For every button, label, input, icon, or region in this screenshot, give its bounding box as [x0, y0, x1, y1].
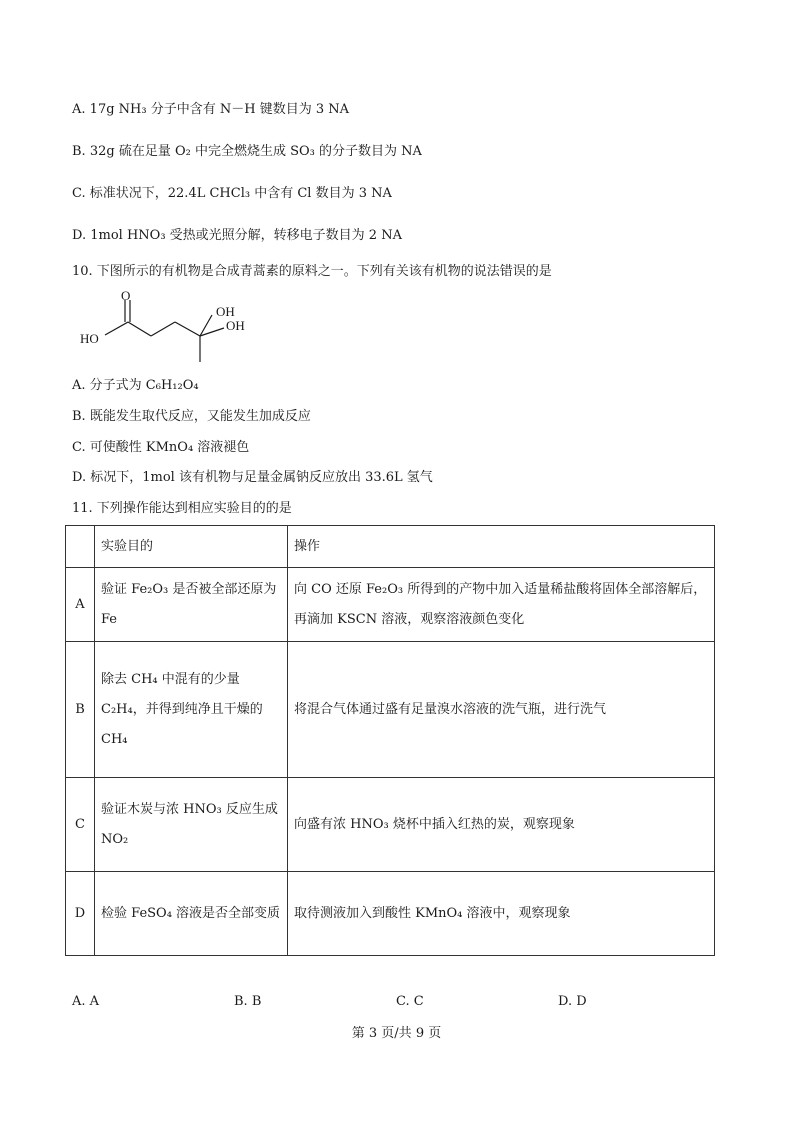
- q10-option-c-label: C.: [72, 440, 86, 455]
- table-header-blank: [66, 526, 95, 568]
- q9-option-a: [72, 100, 349, 120]
- table-row: [66, 642, 715, 778]
- row-op: 向盛有浓 HNO₃ 烧杯中插入红热的炭，观察现象: [288, 778, 715, 872]
- row-aim: 检验 FeSO₄ 溶液是否全部变质: [95, 872, 288, 956]
- row-label: C: [66, 778, 95, 872]
- row-aim: 验证 Fe₂O₃ 是否被全部还原为 Fe: [95, 568, 288, 642]
- q10-option-b-text: 既能发生取代反应，又能发生加成反应: [89, 409, 311, 424]
- q10-option-d: [72, 468, 433, 488]
- page-footer: 第 3 页/共 9 页: [351, 1026, 442, 1041]
- q11-answer-a[interactable]: A. A: [72, 994, 100, 1009]
- q10-option-a-label: A.: [72, 378, 86, 393]
- q9-option-c: [72, 184, 392, 204]
- row-aim: 除去 CH₄ 中混有的少量 C₂H₄，并得到纯净且干燥的 CH₄: [95, 642, 288, 778]
- q9-option-c-label: C.: [72, 186, 86, 201]
- row-op: 向 CO 还原 Fe₂O₃ 所得到的产物中加入适量稀盐酸将固体全部溶解后，再滴加 KSCN 溶液，观察溶液颜色变化: [288, 568, 715, 642]
- q10-option-d-text: 标况下，1mol 该有机物与足量金属钠反应放出 33.6L 氢气: [90, 470, 433, 485]
- hydroxyl-ho-label: HO: [80, 331, 99, 346]
- molecule-structure: [76, 288, 276, 370]
- table-row: [66, 778, 715, 872]
- q11-answer-c[interactable]: C. C: [396, 994, 424, 1009]
- q10-option-c: [72, 438, 249, 458]
- q11-answer-d[interactable]: D. D: [558, 994, 587, 1009]
- molecule-bonds: [105, 300, 224, 362]
- hydroxyl-oh-lower-label: OH: [226, 318, 245, 333]
- table-header-aim: 实验目的: [95, 526, 288, 568]
- q9-option-b-text: 32g 硫在足量 O₂ 中完全燃烧生成 SO₃ 的分子数目为 NA: [89, 144, 422, 159]
- row-op: 取待测液加入到酸性 KMnO₄ 溶液中，观察现象: [288, 872, 715, 956]
- table-row: [66, 568, 715, 642]
- table-row: [66, 872, 715, 956]
- q9-option-a-text: 17g NH₃ 分子中含有 N－H 键数目为 3 NA: [89, 102, 349, 117]
- q10-stem: 10. 下图所示的有机物是合成青蒿素的原料之一。下列有关该有机物的说法错误的是: [72, 264, 552, 279]
- q10-option-c-text: 可使酸性 KMnO₄ 溶液褪色: [89, 440, 250, 455]
- row-label: D: [66, 872, 95, 956]
- q10-option-b: [72, 407, 311, 427]
- row-op: 将混合气体通过盛有足量溴水溶液的洗气瓶，进行洗气: [288, 642, 715, 778]
- table-header-op: 操作: [288, 526, 715, 568]
- row-label: A: [66, 568, 95, 642]
- carbonyl-oxygen-label: O: [121, 288, 131, 303]
- q10-option-a-text: 分子式为 C₆H₁₂O₄: [89, 378, 199, 393]
- q9-option-c-text: 标准状况下，22.4L CHCl₃ 中含有 Cl 数目为 3 NA: [89, 186, 392, 201]
- q10-option-d-label: D.: [72, 470, 87, 485]
- q9-option-d-label: D.: [72, 228, 87, 243]
- row-label: B: [66, 642, 95, 778]
- q9-option-d-text: 1mol HNO₃ 受热或光照分解，转移电子数目为 2 NA: [90, 228, 402, 243]
- hydroxyl-oh-upper-label: OH: [216, 304, 235, 319]
- row-aim: 验证木炭与浓 HNO₃ 反应生成 NO₂: [95, 778, 288, 872]
- q10-option-b-label: B.: [72, 409, 86, 424]
- q9-option-b: [72, 142, 422, 162]
- q11-stem: 11. 下列操作能达到相应实验目的的是: [72, 501, 292, 516]
- q9-option-a-label: A.: [72, 102, 86, 117]
- q10-option-a: [72, 376, 199, 396]
- q9-option-b-label: B.: [72, 144, 86, 159]
- q9-option-d: [72, 226, 402, 246]
- experiment-table: [65, 525, 715, 956]
- table-header-row: [66, 526, 715, 568]
- q11-answer-b[interactable]: B. B: [234, 994, 262, 1009]
